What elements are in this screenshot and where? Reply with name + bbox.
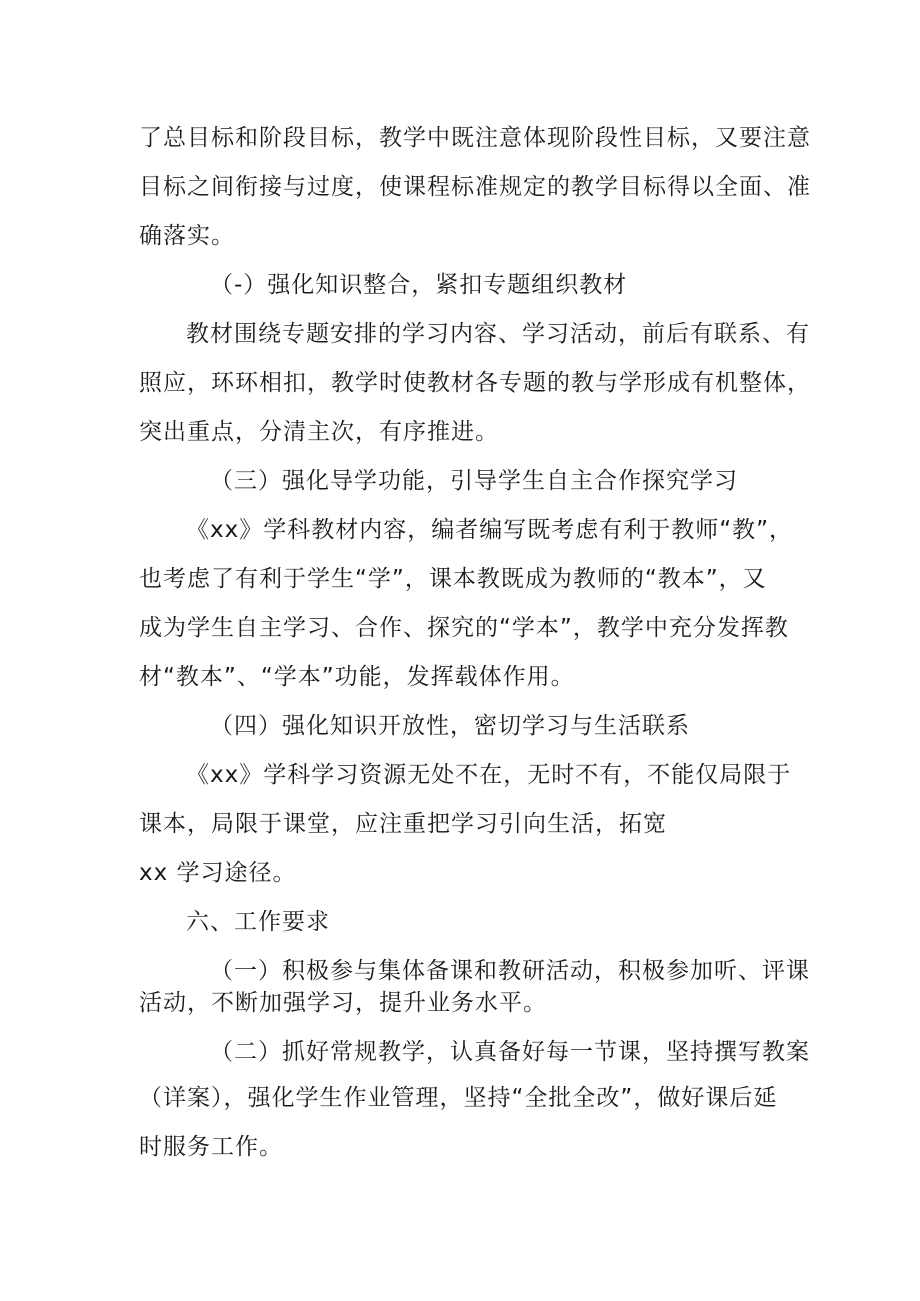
body-text-line: 活动，不断加强学习，提升业务水平。	[139, 990, 547, 1016]
body-text-line: 照应，环环相扣，教学时使教材各专题的教与学形成有机整体，	[139, 370, 811, 396]
body-text-line: 材“教本”、“学本”功能，发挥载体作用。	[139, 664, 575, 690]
body-text-line: 《xx》学科教材内容，编者编写既考虑有利于教师“教”，	[186, 517, 794, 543]
body-text-line: 时服务工作。	[139, 1134, 283, 1160]
body-text-line: 成为学生自主学习、合作、探究的“学本”，教学中充分发挥教	[139, 615, 789, 641]
body-text-line: （一）积极参与集体备课和教研活动，积极参加听、评课	[210, 958, 810, 984]
body-text-line: 目标之间衔接与过度，使课程标准规定的教学目标得以全面、准	[139, 174, 811, 200]
section-heading: （三）强化导学功能，引导学生自主合作探究学习	[210, 468, 738, 494]
section-heading: （四）强化知识开放性，密切学习与生活联系	[210, 713, 690, 739]
chapter-heading: 六、工作要求	[186, 909, 330, 935]
body-text-line: （详案），强化学生作业管理，坚持“全批全改”，做好课后延	[139, 1085, 778, 1111]
body-text-line: 也考虑了有利于学生“学”，课本教既成为教师的“教本”，又	[139, 566, 767, 592]
body-text-line: 了总目标和阶段目标，教学中既注意体现阶段性目标，又要注意	[139, 125, 811, 151]
body-text-line: 课本，局限于课堂，应注重把学习引向生活，拓宽	[139, 811, 667, 837]
body-text-line: 《xx》学科学习资源无处不在，无时不有，不能仅局限于	[186, 762, 792, 788]
body-text-line: 突出重点，分清主次，有序推进。	[139, 419, 499, 445]
section-heading: （-）强化知识整合，紧扣专题组织教材	[210, 272, 628, 298]
body-text-line: 教材围绕专题安排的学习内容、学习活动，前后有联系、有	[186, 321, 810, 347]
body-text-line: （二）抓好常规教学，认真备好每一节课，坚持撰写教案	[210, 1039, 810, 1065]
body-text-line: xx 学习途径。	[139, 860, 297, 886]
body-text-line: 确落实。	[139, 223, 235, 249]
